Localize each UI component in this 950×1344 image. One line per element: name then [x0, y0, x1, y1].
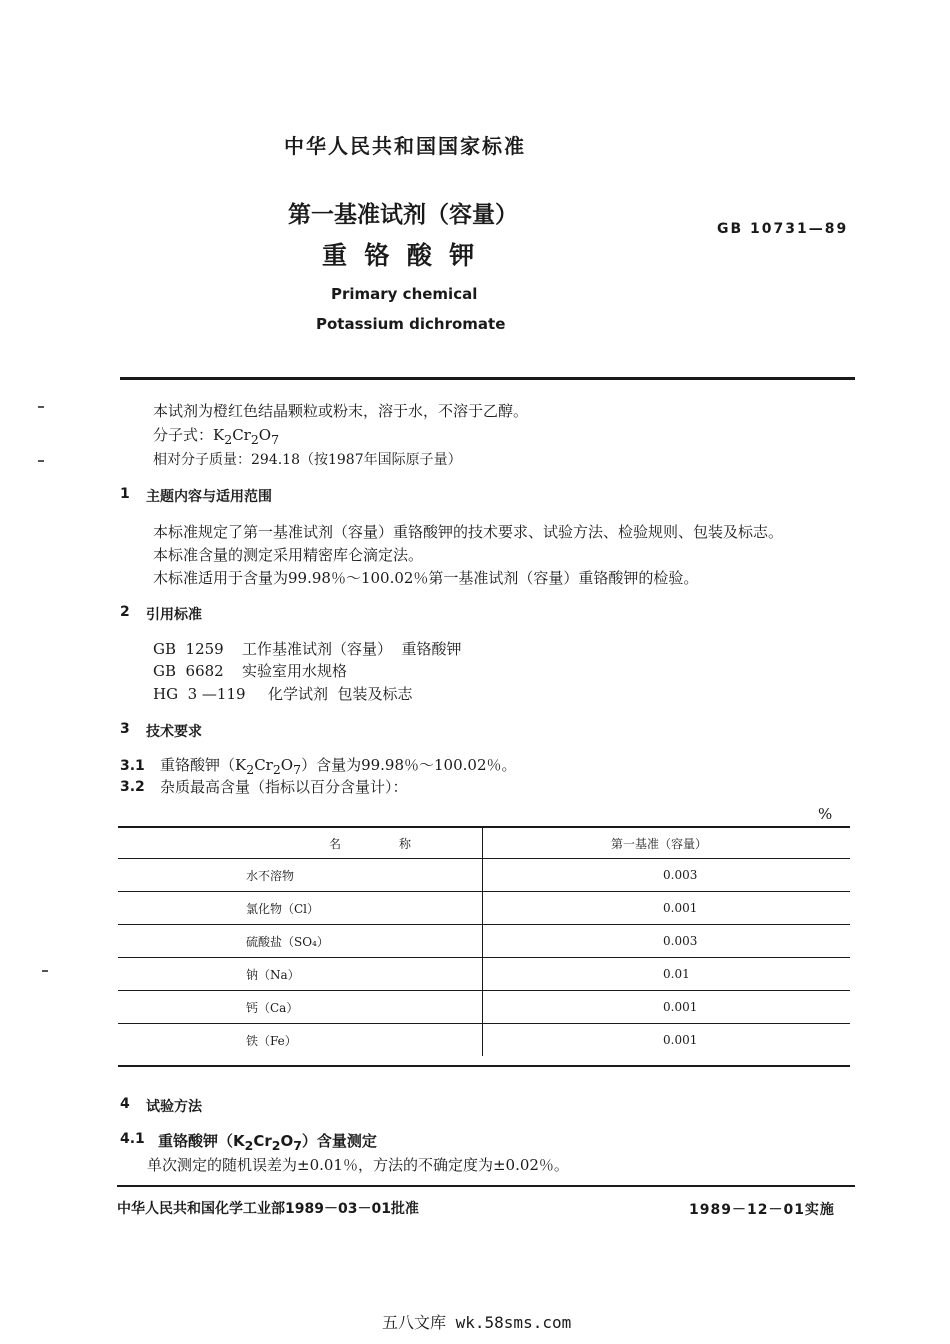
standard-number: GB 10731—89 — [717, 221, 849, 237]
section-2-number: 2 — [120, 604, 130, 620]
impurity-name: 水不溶物 — [246, 868, 295, 883]
column-header-grade: 第一基准（容量） — [483, 828, 851, 859]
section-2-title: 引用标准 — [146, 607, 202, 623]
section-1-paragraph: 本标准规定了第一基准试剂（容量）重铬酸钾的技术要求、试验方法、检验规则、包装及标志。 — [153, 523, 784, 541]
clause-4-1-title: 重铬酸钾$(K_2Cr_2O_7)$含量测定 — [158, 1132, 377, 1153]
intro-molar-mass: 相对分子质量：294.18（按1987年国际原子量） — [153, 452, 462, 468]
section-1-title: 主题内容与适用范围 — [146, 489, 272, 505]
table-bottom-rule — [118, 1065, 850, 1067]
impurity-name: 钠（Na） — [246, 967, 300, 982]
impurity-table — [118, 828, 850, 1056]
formula: $K_2Cr_2O_7$ — [233, 1132, 302, 1153]
impurity-value: 0.001 — [483, 892, 851, 925]
impurity-value: 0.003 — [483, 925, 851, 958]
section-3-number: 3 — [120, 721, 130, 737]
table-unit: % — [818, 805, 833, 823]
section-4-number: 4 — [120, 1096, 130, 1112]
formula: $K_2Cr_2O_7$ — [235, 756, 302, 777]
standard-title-en-1: Primary chemical — [331, 285, 478, 303]
header-divider — [120, 377, 855, 380]
formula-label: 分子式： — [153, 426, 214, 444]
impurity-value: 0.003 — [483, 859, 851, 892]
table-row — [118, 991, 850, 1024]
table-row — [118, 859, 850, 892]
section-1-number: 1 — [120, 486, 130, 502]
reference-name: 工作基准试剂（容量） 重铬酸钾 — [242, 640, 462, 658]
table-row — [118, 1024, 850, 1057]
impurity-name: 硫酸盐（SO₄） — [246, 934, 329, 949]
section-4-title: 试验方法 — [146, 1099, 202, 1115]
reference-code: GB 6682 — [153, 662, 224, 680]
section-1-paragraph: 本标准含量的测定采用精密库仑滴定法。 — [153, 546, 424, 564]
table-row — [118, 925, 850, 958]
reference-code: GB 1259 — [153, 640, 224, 658]
impurity-value: 0.001 — [483, 991, 851, 1024]
reference-name: 实验室用水规格 — [242, 662, 348, 680]
table-row — [118, 892, 850, 925]
section-3-title: 技术要求 — [146, 724, 202, 740]
clause-3-1-number: 3.1 — [120, 758, 145, 774]
intro-formula-line — [153, 426, 279, 449]
watermark: 五八文库 wk.58sms.com — [382, 1313, 572, 1332]
footer-divider — [117, 1185, 855, 1187]
standard-title-en-2: Potassium dichromate — [316, 315, 506, 333]
impurity-value: 0.001 — [663, 1033, 698, 1047]
impurity-value: 0.01 — [483, 958, 851, 991]
clause-3-2-text: 杂质最高含量（指标以百分含量计）： — [160, 778, 408, 796]
standard-title-cn: 第一基准试剂（容量） — [288, 202, 518, 228]
table-header-row — [118, 828, 850, 859]
reference-name: 化学试剂 包装及标志 — [268, 685, 413, 703]
approval-line: 中华人民共和国化学工业部1989－03－01批准 — [117, 1201, 419, 1217]
standard-subtitle-cn: 重 铬 酸 钾 — [322, 241, 475, 270]
section-1-paragraph: 木标准适用于含量为99.98％～100.02％第一基准试剂（容量）重铬酸钾的检验。 — [153, 569, 699, 587]
scan-mark — [38, 406, 44, 408]
table-row — [118, 958, 850, 991]
clause-3-1-text: 重铬酸钾$(K_2Cr_2O_7)$含量为99.98％～100.02％。 — [160, 756, 517, 777]
intro-description: 本试剂为橙红色结晶颗粒或粉末，溶于水，不溶于乙醇。 — [153, 402, 529, 420]
scan-mark — [38, 460, 44, 462]
clause-3-2-number: 3.2 — [120, 779, 145, 795]
impurity-name: 铁（Fe） — [246, 1033, 297, 1048]
impurity-name: 氯化物（Cl） — [246, 901, 320, 916]
column-header-name: 名 称 — [118, 828, 483, 859]
reference-code: HG 3 —119 — [153, 685, 246, 703]
formula: $K_2Cr_2O_7$ — [213, 426, 280, 447]
effective-date: 1989－12－01实施 — [689, 1202, 835, 1218]
impurity-name: 钙（Ca） — [246, 1000, 299, 1015]
clause-4-1-paragraph: 单次测定的随机误差为±0.01％，方法的不确定度为±0.02％。 — [147, 1156, 569, 1174]
scan-mark — [42, 970, 48, 972]
clause-4-1-number: 4.1 — [120, 1131, 145, 1147]
issuer-title: 中华人民共和国国家标准 — [284, 134, 526, 158]
